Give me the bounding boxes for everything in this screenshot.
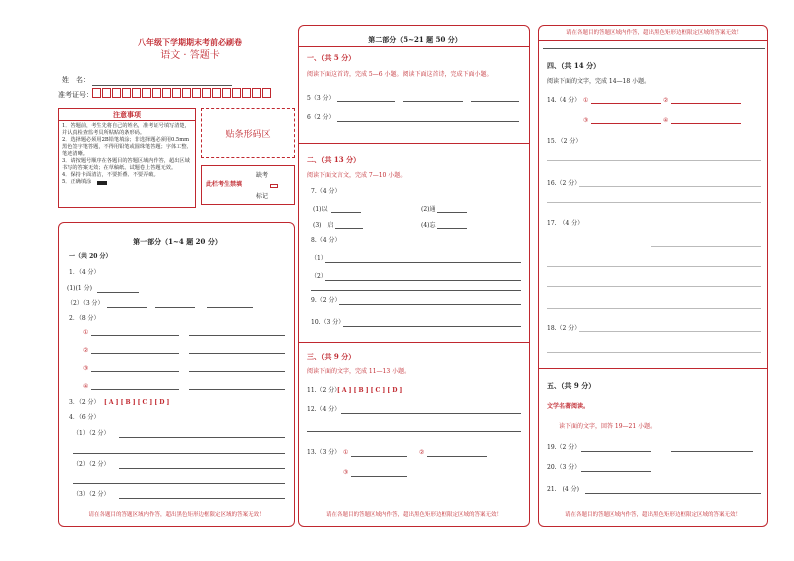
q1-1-line[interactable] bbox=[97, 292, 139, 293]
q1-2-label: （2）（3 分） bbox=[67, 300, 104, 307]
barcode-label: 贴条形码区 bbox=[225, 129, 271, 140]
section-header: 三、（共 9 分） bbox=[307, 352, 356, 361]
q18-line[interactable] bbox=[579, 331, 761, 332]
q5-label: 5（3 分） bbox=[307, 95, 335, 102]
q1-1-label: (1)(1 分) bbox=[67, 285, 92, 292]
q15-label: 15．（2 分） bbox=[547, 138, 582, 145]
section-header: 一、（共 5 分） bbox=[307, 53, 356, 62]
absent-mark-label: 标记 bbox=[256, 193, 269, 200]
q2-line[interactable] bbox=[189, 335, 285, 336]
notice-title: 注意事项 bbox=[59, 109, 195, 121]
q14-line[interactable] bbox=[671, 103, 741, 104]
q13-line[interactable] bbox=[351, 476, 407, 477]
notice-box bbox=[58, 108, 196, 208]
q12-line[interactable] bbox=[307, 431, 521, 432]
q4-3-label: （3）（2 分） bbox=[73, 491, 110, 498]
q8-label: 8.（4 分） bbox=[311, 237, 341, 244]
q1-2-line[interactable] bbox=[155, 307, 195, 308]
q20-line[interactable] bbox=[581, 471, 651, 472]
q8-line[interactable] bbox=[311, 290, 521, 291]
q13-mark: ③ bbox=[343, 469, 349, 476]
exam-subtitle: 语文 · 答题卡 bbox=[160, 50, 220, 61]
absent-checkbox[interactable] bbox=[270, 184, 278, 188]
reading-instruction: 阅读下面的文字，完成 11—13 小题。 bbox=[307, 368, 411, 375]
q1-label: 1．（4 分） bbox=[69, 269, 100, 276]
q1-2-line[interactable] bbox=[207, 307, 253, 308]
q18-line[interactable] bbox=[547, 352, 761, 353]
q6-label: 6（2 分） bbox=[307, 114, 335, 121]
q2-line[interactable] bbox=[189, 389, 285, 390]
section-header: 五、（共 9 分） bbox=[547, 381, 596, 390]
q6-line[interactable] bbox=[337, 121, 519, 122]
q5-line[interactable] bbox=[471, 101, 519, 102]
q4-line[interactable] bbox=[73, 483, 285, 484]
q17-line[interactable] bbox=[651, 246, 761, 247]
footer-warning: 请在各题目的答题区域内作答，超出黑色矩形边框限定区域的答案无效！ bbox=[564, 512, 741, 518]
q13-line[interactable] bbox=[351, 456, 407, 457]
q12-line[interactable] bbox=[341, 413, 521, 414]
q7-label: 7.（4 分） bbox=[311, 188, 341, 195]
header-warning: 请在各题目的答题区域内作答，超出黑色矩形边框限定区域的答案无效！ bbox=[565, 30, 742, 36]
q8-line[interactable] bbox=[325, 280, 521, 281]
absent-box bbox=[201, 165, 295, 205]
section-header: 四、（共 14 分） bbox=[547, 61, 601, 70]
q11-label: 11.（2 分） bbox=[307, 387, 341, 394]
q13-mark: ① bbox=[343, 449, 349, 456]
q2-mark: ② bbox=[83, 347, 89, 354]
reading-instruction: 读下面的文字，回答 19—21 小题。 bbox=[559, 423, 657, 430]
reading-instruction: 阅读下面的文字，完成 14—18 小题。 bbox=[547, 78, 651, 85]
notice-item: 1．答题前，考生先将自己的姓名，准考证号填写清楚，并认真检查监考员所粘贴的条形码。 bbox=[62, 123, 190, 136]
q19-line[interactable] bbox=[671, 451, 753, 452]
q2-line[interactable] bbox=[189, 353, 285, 354]
q21-label: 21. (4 分) bbox=[547, 486, 579, 493]
q17-label: 17. （4 分） bbox=[547, 220, 584, 227]
q7-line[interactable] bbox=[331, 212, 361, 213]
name-field[interactable] bbox=[92, 85, 232, 86]
id-boxes[interactable] bbox=[92, 88, 270, 100]
q2-line[interactable] bbox=[91, 371, 179, 372]
q2-line[interactable] bbox=[189, 371, 285, 372]
q16-label: 16.（2 分） bbox=[547, 180, 581, 187]
q9-label: 9.（2 分） bbox=[311, 297, 341, 304]
q17-line[interactable] bbox=[547, 308, 761, 309]
q7-item: (3) 启 bbox=[313, 222, 334, 229]
notice-item: 4．保持卡面清洁，不要折叠、不要弄破。 bbox=[62, 172, 159, 178]
q14-mark: ② bbox=[663, 97, 669, 104]
q10-label: 10.（3 分） bbox=[311, 319, 345, 326]
q2-mark: ③ bbox=[83, 365, 89, 372]
absent-label: 缺考 bbox=[256, 172, 269, 179]
q14-line[interactable] bbox=[591, 103, 661, 104]
q18-label: 18.（2 分） bbox=[547, 325, 581, 332]
q4-3-line[interactable] bbox=[119, 498, 285, 499]
q1-2-line[interactable] bbox=[107, 307, 147, 308]
name-label: 姓 名： bbox=[62, 76, 90, 84]
q5-line[interactable] bbox=[337, 101, 395, 102]
q4-2-line[interactable] bbox=[119, 468, 285, 469]
q15-line[interactable] bbox=[547, 160, 761, 161]
footer-warning: 请在各题目的答题区域内作答，超出黑色矩形边框限定区域的答案无效！ bbox=[88, 512, 265, 518]
notice-item: 3．请按题号顺序在各题目的答题区域内作答，超出区域书写的答案无效；在草稿纸、试题卷上答题无效。 bbox=[62, 158, 190, 171]
q14-mark: ① bbox=[583, 97, 589, 104]
footer-warning: 请在各题目的答题区域内作答，超出黑色矩形边框限定区域的答案无效！ bbox=[325, 512, 502, 518]
barcode-area bbox=[201, 108, 295, 158]
q2-line[interactable] bbox=[91, 389, 179, 390]
q3-label: 3．（2 分） bbox=[69, 399, 100, 406]
q2-label: 2．（8 分） bbox=[69, 315, 100, 322]
q14-line[interactable] bbox=[671, 123, 741, 124]
q7-line[interactable] bbox=[437, 228, 467, 229]
section-subheader: 文学名著阅读。 bbox=[547, 403, 590, 410]
id-label: 准考证号： bbox=[58, 91, 93, 99]
notice-item: 5．正确填涂 bbox=[62, 179, 92, 185]
q16-line[interactable] bbox=[579, 186, 761, 187]
q2-mark: ④ bbox=[83, 383, 89, 390]
q20-label: 20.（3 分） bbox=[547, 464, 581, 471]
q13-line[interactable] bbox=[427, 456, 487, 457]
q14-label: 14.（4 分） bbox=[547, 97, 581, 104]
part1-box bbox=[58, 222, 295, 527]
q7-item: (2)通 bbox=[421, 206, 436, 213]
q9-line[interactable] bbox=[339, 304, 521, 305]
q4-label: 4．（6 分） bbox=[69, 414, 100, 421]
q14-line[interactable] bbox=[591, 123, 661, 124]
q14-mark: ④ bbox=[663, 117, 669, 124]
q19-line[interactable] bbox=[581, 451, 651, 452]
notice-item: 2．选择题必须用2B铅笔填涂；非选择题必须用0.5mm黑色签字笔答题，不得用铅笔或圆珠笔答题；字体工整、笔迹清晰。 bbox=[62, 137, 192, 157]
q2-line[interactable] bbox=[91, 335, 179, 336]
q2-mark: ① bbox=[83, 329, 89, 336]
q13-mark: ② bbox=[419, 449, 425, 456]
q4-1-label: （1）（2 分） bbox=[73, 430, 110, 437]
q4-1-line[interactable] bbox=[119, 437, 285, 438]
q11-options[interactable]: [ A ] [ B ] [ C ] [ D ] bbox=[337, 387, 403, 394]
q8-line[interactable] bbox=[325, 262, 521, 263]
q4-line[interactable] bbox=[73, 453, 285, 454]
q17-line[interactable] bbox=[547, 286, 761, 287]
section1-header: 一（共 20 分） bbox=[69, 253, 112, 260]
q12-label: 12.（4 分） bbox=[307, 406, 341, 413]
absent-no-fill-label: 此栏考生禁填 bbox=[206, 181, 243, 188]
q10-line[interactable] bbox=[343, 326, 521, 327]
q7-line[interactable] bbox=[437, 212, 467, 213]
q5-line[interactable] bbox=[403, 101, 463, 102]
q8-1-label: （1） bbox=[311, 255, 327, 262]
q21-line[interactable] bbox=[585, 493, 761, 494]
reading-instruction: 阅读下面文言文，完成 7—10 小题。 bbox=[307, 172, 407, 179]
q2-line[interactable] bbox=[91, 353, 179, 354]
part2-title: 第二部分（5~21 题 50 分） bbox=[368, 35, 462, 44]
q3-options[interactable]: [ A ] [ B ] [ C ] [ D ] bbox=[104, 399, 170, 406]
q16-line[interactable] bbox=[547, 202, 761, 203]
q7-item: (1)以 bbox=[313, 206, 328, 213]
section-header: 二、（共 13 分） bbox=[307, 155, 361, 164]
part2-box bbox=[298, 25, 530, 527]
part3-box bbox=[538, 25, 768, 527]
reading-instruction: 阅读下面这首诗，完成 5—6 小题。阅读下面这首诗，完成下面小题。 bbox=[307, 71, 493, 78]
fill-sample-icon bbox=[97, 181, 107, 185]
q19-label: 19.（2 分） bbox=[547, 444, 581, 451]
part1-title: 第一部分（1~4 题 20 分） bbox=[133, 237, 222, 246]
q4-2-label: （2）（2 分） bbox=[73, 461, 110, 468]
q8-2-label: （2） bbox=[311, 273, 327, 280]
q13-label: 13.（3 分） bbox=[307, 449, 341, 456]
q7-line[interactable] bbox=[335, 228, 363, 229]
q17-line[interactable] bbox=[547, 266, 761, 267]
q7-item: (4)忘 bbox=[421, 222, 436, 229]
exam-title: 八年级下学期期末考前必刷卷 bbox=[138, 37, 242, 47]
q14-mark: ③ bbox=[583, 117, 589, 124]
